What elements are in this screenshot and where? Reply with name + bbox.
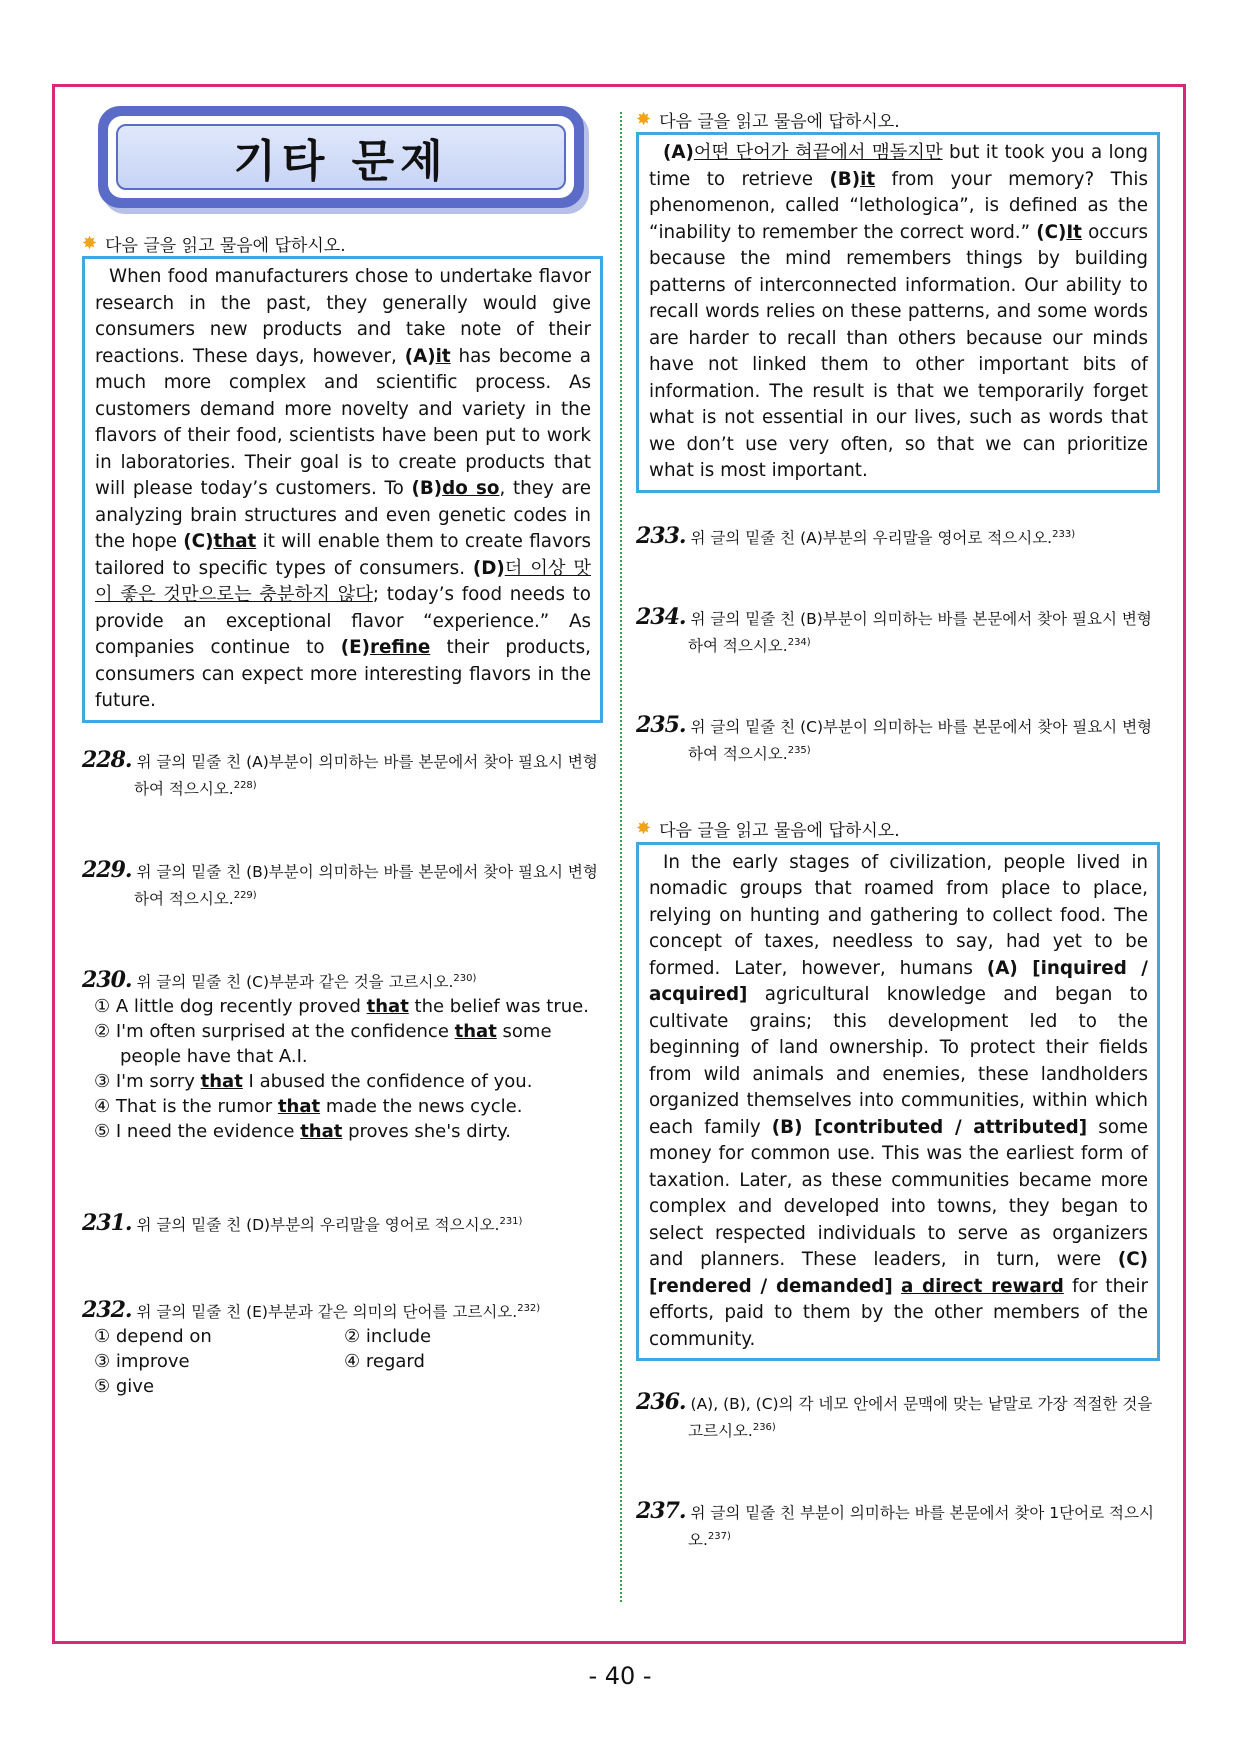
option[interactable]: ③ I'm sorry that I abused the confidence of you. bbox=[94, 1070, 533, 1092]
underline-c: that bbox=[213, 531, 257, 552]
option[interactable]: ④ regard bbox=[344, 1351, 425, 1373]
underline-a: 어떤 단어가 혀끝에서 맴돌지만 bbox=[693, 142, 943, 163]
question-236: 236. (A), (B), (C)의 각 네모 안에서 문맥에 맞는 낱말로 가장 적절한 것을 고르시오.$^{236)}$ bbox=[636, 1389, 1153, 1441]
question-228: 228. 위 글의 밑줄 친 (A)부분이 의미하는 바를 본문에서 찾아 필요시 변형하여 적으시오.$^{228)}$ bbox=[82, 746, 598, 798]
page-number: - 40 - bbox=[588, 1662, 652, 1690]
question-234: 234. 위 글의 밑줄 친 (B)부분이 의미하는 바를 본문에서 찾아 필요시 변형하여 적으시오.$^{234)}$ bbox=[636, 603, 1152, 655]
instruction: ✸ 다음 글을 읽고 물음에 답하시오. bbox=[636, 108, 900, 132]
question-231: 231. 위 글의 밑줄 친 (D)부분의 우리말을 영어로 적으시오.$^{231)}$ bbox=[82, 1210, 523, 1237]
underline-e: refine bbox=[369, 637, 431, 658]
choice-b: (B) [contributed / attributed] bbox=[771, 1116, 1088, 1138]
underline-b: do so bbox=[442, 478, 500, 499]
passage-2: (A)어떤 단어가 혀끝에서 맴돌지만 but it took you a long time to retrieve (B)it from your memory? This phenomenon, called “lethologica”, is defined as the “inability to remember the correct word.” (C)It occurs because the mind remembers things by building patterns of interconnected information. Our ability to recall words relies on these patterns, and some words are harder to recall than others because our minds have not linked them to other important bits of information. The result is that we temporarily forget what is not essential in our lives, such as words that we don’t use very often, so that we can prioritize what is most important. bbox=[636, 132, 1160, 493]
passage-3: In the early stages of civilization, people lived in nomadic groups that roamed from place to place, relying on hunting and gathering to collect food. The concept of taxes, needless to say, had yet to be formed. Later, however, humans (A) [inquired / acquired] agricultural knowledge and began to cultivate grains; this development led to the beginning of land ownership. To protect their fields from wild animals and enemies, these landholders organized themselves into communities, within which each family (B) [contributed / attributed] some money for common use. This was the earliest form of taxation. Later, as these communities became more complex and developed into towns, they began to select respected individuals to serve as organizers and planners. These leaders, in turn, were (C) [rendered / demanded] a direct reward for their efforts, paid to them by the other members of the community. bbox=[636, 842, 1160, 1362]
underline-c: It bbox=[1066, 221, 1082, 243]
passage-1: When food manufacturers chose to undertake flavor research in the past, they generally would give consumers new products and take note of their reactions. These days, however, (A)it has become a much more complex and scientific process. As customers demand more novelty and variety in the flavors of their food, scientists have been put to work in laboratories. Their goal is to create products that will please today’s customers. To (B)do so, they are analyzing brain structures and even genetic codes in the hope (C)that it will enable them to create flavors tailored to specific types of consumers. (D)더 이상 맛이 좋은 것만으로는 충분하지 않다; today’s food needs to provide an exceptional flavor “experience.” As companies continue to (E)refine their products, consumers can expect more interesting flavors in the future. bbox=[82, 256, 603, 723]
choice-c: (C) [rendered / demanded] bbox=[649, 1249, 1148, 1297]
question-232: 232. 위 글의 밑줄 친 (E)부분과 같은 의미의 단어를 고르시오.$^{232)}$ bbox=[82, 1297, 541, 1324]
question-229: 229. 위 글의 밑줄 친 (B)부분이 의미하는 바를 본문에서 찾아 필요시 변형하여 적으시오.$^{229)}$ bbox=[82, 856, 598, 908]
underline-a: it bbox=[435, 345, 451, 367]
option[interactable]: ⑤ give bbox=[94, 1376, 155, 1398]
question-230: 230. 위 글의 밑줄 친 (C)부분과 같은 것을 고르시오.$^{230)}$ bbox=[82, 966, 477, 993]
underline-d: 더 이상 맛이 좋은 것만으로는 충분하지 않다 bbox=[95, 557, 592, 605]
title-banner bbox=[98, 106, 584, 208]
question-235: 235. 위 글의 밑줄 친 (C)부분이 의미하는 바를 본문에서 찾아 필요시 변형하여 적으시오.$^{235)}$ bbox=[636, 711, 1153, 763]
option[interactable]: ① depend on bbox=[94, 1326, 212, 1348]
question-237: 237. 위 글의 밑줄 친 부분이 의미하는 바를 본문에서 찾아 1단어로 적으시오.$^{237)}$ bbox=[636, 1497, 1154, 1549]
option[interactable]: ② I'm often surprised at the confidence that some people have that A.I. bbox=[94, 1020, 552, 1067]
option[interactable]: ① A little dog recently proved that the belief was true. bbox=[94, 995, 589, 1017]
option[interactable]: ② include bbox=[344, 1326, 432, 1348]
instruction: ✸ 다음 글을 읽고 물음에 답하시오. bbox=[636, 818, 900, 842]
right-column bbox=[636, 106, 1160, 1552]
flower-icon: ✸ bbox=[636, 818, 652, 840]
option[interactable]: ⑤ I need the evidence that proves she's dirty. bbox=[94, 1120, 511, 1142]
question-230-options bbox=[82, 994, 607, 1144]
flower-icon: ✸ bbox=[82, 232, 98, 254]
left-column bbox=[82, 106, 607, 1399]
column-divider bbox=[620, 112, 622, 1602]
underline-phrase: a direct reward bbox=[900, 1275, 1064, 1297]
question-233: 233. 위 글의 밑줄 친 (A)부분의 우리말을 영어로 적으시오.$^{233)}$ bbox=[636, 522, 1076, 549]
option[interactable]: ③ improve bbox=[94, 1351, 190, 1373]
choice-a: (A) [inquired / acquired] bbox=[649, 957, 1148, 1006]
underline-b: it bbox=[860, 168, 876, 190]
page-title: 기타 문제 bbox=[233, 136, 449, 187]
flower-icon: ✸ bbox=[636, 108, 652, 130]
option[interactable]: ④ That is the rumor that made the news cycle. bbox=[94, 1095, 523, 1117]
question-232-options bbox=[82, 1324, 607, 1399]
instruction: ✸ 다음 글을 읽고 물음에 답하시오. bbox=[82, 232, 346, 256]
